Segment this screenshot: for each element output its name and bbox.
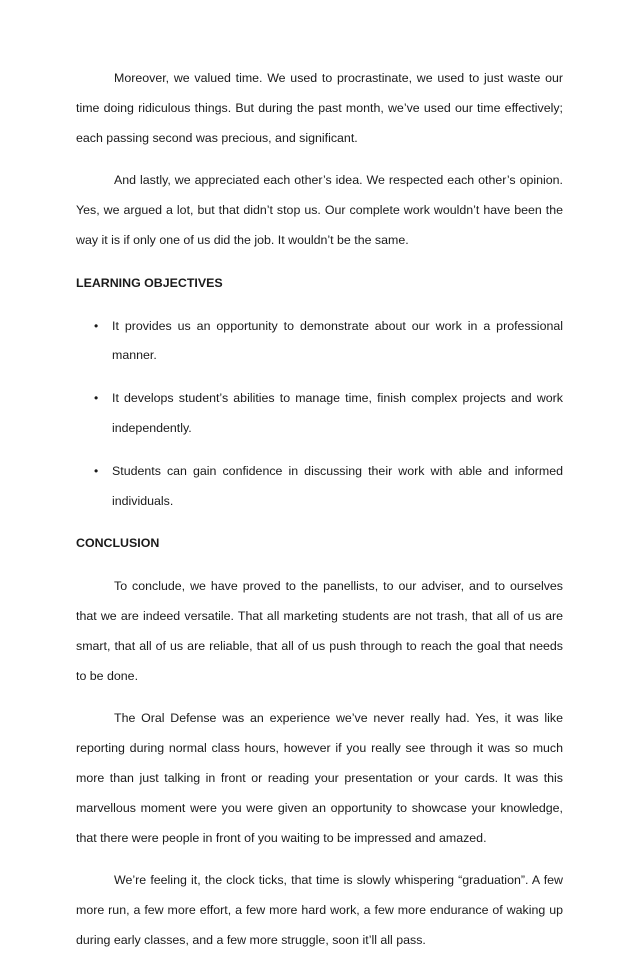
list-gap: [76, 371, 563, 384]
paragraph-gap: [76, 153, 563, 166]
heading-gap: [76, 559, 563, 572]
paragraph-appreciation: And lastly, we appreciated each other’s idea. We respected each other’s opinion. Yes, we argued a lot, but that didn’t stop us. Our complete work wouldn’t have been the way it is if only one of us did the job. It wouldn’t be the same.: [76, 173, 563, 247]
list-gap: [76, 444, 563, 457]
paragraph-gap: [76, 853, 563, 866]
paragraph-graduation: We’re feeling it, the clock ticks, that time is slowly whispering “graduation”. A few more run, a few more effort, a few more hard work, a few more endurance of waking up during early classes, and a few more struggle, soon it’ll all pass.: [76, 873, 563, 947]
list-item: [76, 384, 563, 444]
learning-objectives-heading: LEARNING OBJECTIVES: [76, 275, 223, 290]
list-item-text: Students can gain confidence in discussing their work with able and informed individuals.: [112, 463, 563, 508]
bullet-icon: •: [94, 463, 99, 478]
list-item-text: It develops student’s abilities to manage time, finish complex projects and work independently.: [112, 391, 563, 435]
conclusion-heading: CONCLUSION: [76, 536, 160, 551]
document-page: [76, 64, 563, 956]
paragraph-conclusion: To conclude, we have proved to the panellists, to our adviser, and to ourselves that we are indeed versatile. That all marketing students are not trash, that all of us are smart, that all of us are reliable, that all of us push through to reach the goal that needs to be done.: [76, 579, 563, 683]
paragraph-gap: [76, 691, 563, 704]
list-item: [76, 457, 563, 517]
list-item: [76, 312, 563, 372]
paragraph-gap: [76, 256, 563, 269]
heading-gap: [76, 299, 563, 312]
paragraph-oral-defense: The Oral Defense was an experience we’ve never really had. Yes, it was like reporting during normal class hours, however if you really see through it was so much more than just talking in front or reading your presentation or your cards. It was this marvellous moment were you were given an opportunity to showcase your knowledge, that there were people in front of you waiting to be impressed and amazed.: [76, 711, 563, 845]
list-item-text: It provides us an opportunity to demonstrate about our work in a professional manner.: [112, 318, 563, 363]
learning-objectives-list: [76, 312, 563, 517]
bullet-icon: •: [94, 391, 99, 406]
bullet-icon: •: [94, 318, 99, 333]
paragraph-time: Moreover, we valued time. We used to procrastinate, we used to just waste our time doing ridiculous things. But during the past month, we’ve used our time effectively; each passing second was precious, and significant.: [76, 71, 563, 145]
section-gap: [76, 516, 563, 529]
